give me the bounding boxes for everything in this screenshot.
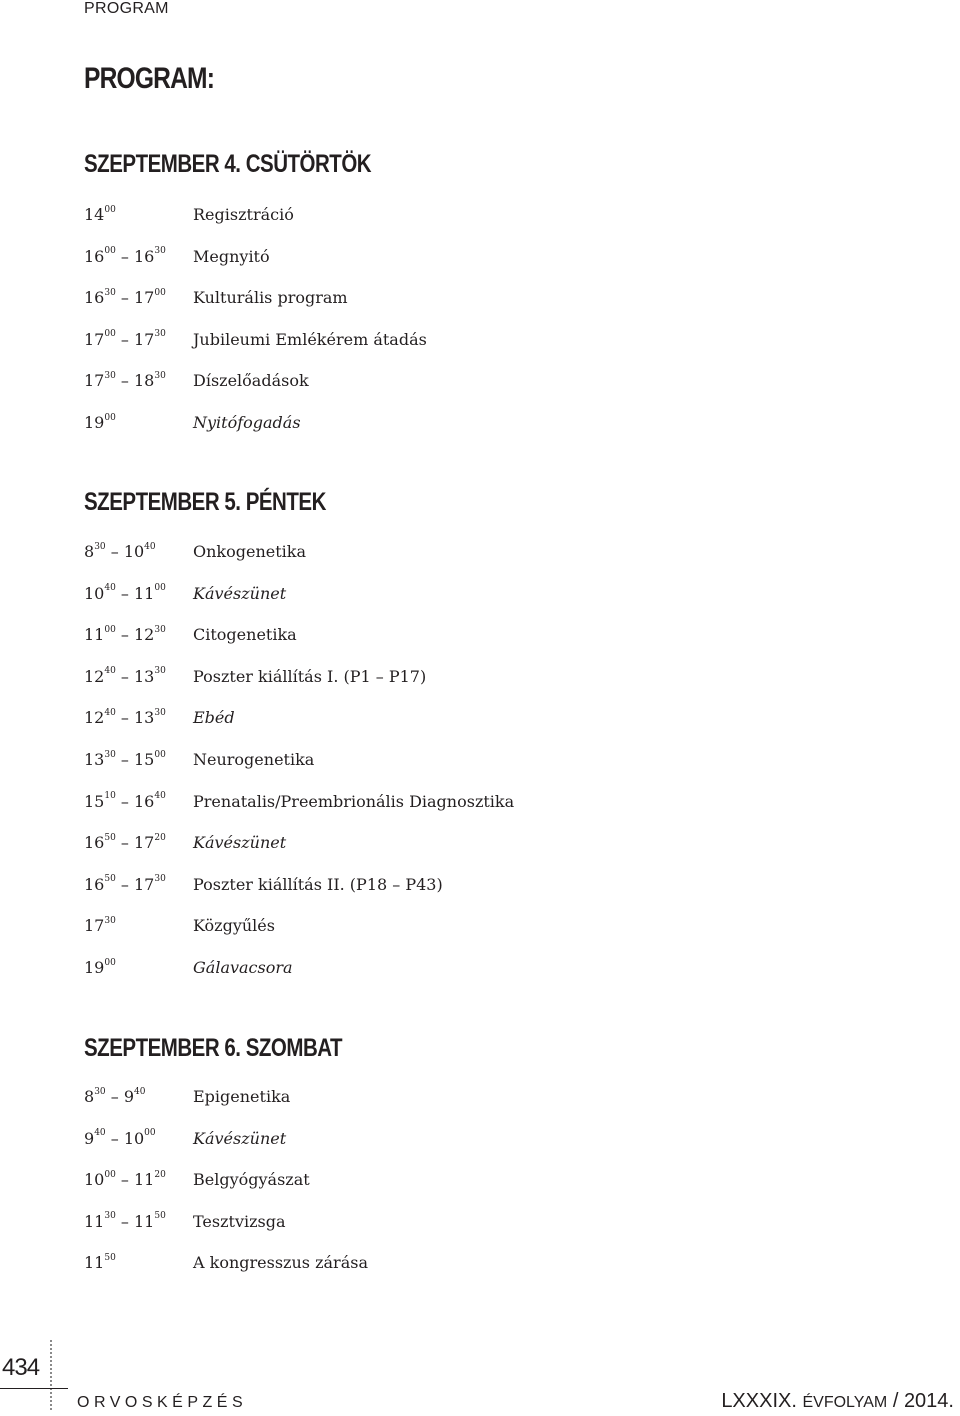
day-title: SZEPTEMBER 4. CSÜTÖRTÖK — [84, 150, 372, 178]
end-minute: 00 — [154, 287, 166, 298]
time-dash: – — [115, 1211, 134, 1231]
start-hour: 11 — [84, 1211, 105, 1231]
end-minute: 00 — [144, 1128, 156, 1139]
event-name: Kulturális program — [193, 288, 348, 308]
time-dash: – — [115, 288, 134, 308]
schedule-row — [0, 205, 700, 229]
start-hour: 16 — [84, 874, 105, 894]
time-range — [84, 1212, 184, 1231]
start-minute: 00 — [104, 246, 116, 257]
schedule-row — [0, 247, 700, 271]
start-hour: 17 — [84, 371, 105, 391]
event-name: Gálavacsora — [193, 958, 293, 977]
start-hour: 19 — [84, 413, 105, 432]
start-hour: 12 — [84, 708, 105, 728]
schedule-row — [0, 542, 700, 566]
end-hour: 12 — [133, 625, 155, 645]
start-minute: 50 — [104, 1253, 116, 1264]
end-hour: 17 — [133, 288, 155, 308]
time-dash: – — [115, 666, 134, 686]
schedule-row — [0, 371, 700, 395]
time-range — [84, 833, 184, 852]
start-minute: 30 — [104, 287, 116, 298]
start-minute: 30 — [104, 1211, 116, 1222]
end-minute: 40 — [154, 791, 166, 802]
event-name: Ebéd — [193, 708, 235, 728]
journal-name: ORVOSKÉPZÉS — [77, 1394, 248, 1411]
running-head: PROGRAM — [84, 0, 169, 17]
time-dash: – — [115, 833, 134, 853]
time-dash: – — [115, 791, 134, 811]
end-hour: 10 — [123, 542, 145, 561]
day-title: SZEPTEMBER 5. PÉNTEK — [84, 488, 326, 516]
time-range — [84, 667, 184, 686]
start-hour: 13 — [84, 750, 105, 769]
volume-info — [721, 1390, 954, 1413]
end-minute: 30 — [154, 329, 166, 340]
end-hour: 11 — [133, 1211, 155, 1231]
time-dash: – — [115, 750, 134, 769]
event-name: Poszter kiállítás I. (P1 – P17) — [193, 666, 427, 686]
time-dash: – — [115, 708, 134, 728]
time-range — [84, 916, 184, 935]
start-minute: 30 — [104, 749, 116, 760]
start-hour: 8 — [84, 542, 95, 561]
start-minute: 30 — [104, 916, 116, 927]
start-hour: 19 — [84, 958, 105, 977]
end-minute: 00 — [154, 583, 166, 594]
start-minute: 00 — [104, 204, 116, 215]
end-hour: 9 — [123, 1087, 134, 1106]
time-dash: – — [115, 371, 134, 391]
time-range — [84, 750, 184, 769]
start-hour: 10 — [84, 583, 105, 603]
start-minute: 30 — [94, 541, 106, 552]
schedule-row — [0, 958, 700, 982]
time-range — [84, 1253, 184, 1272]
end-minute: 00 — [154, 749, 166, 760]
start-minute: 40 — [104, 666, 116, 677]
end-hour: 13 — [133, 666, 155, 686]
time-dash: – — [115, 329, 134, 349]
time-range — [84, 542, 184, 561]
time-dash: – — [115, 874, 134, 894]
time-range — [84, 708, 184, 727]
end-hour: 17 — [133, 329, 155, 349]
schedule-row — [0, 875, 700, 899]
event-name: Belgyógyászat — [193, 1170, 310, 1190]
schedule-row — [0, 1087, 700, 1111]
start-hour: 12 — [84, 666, 105, 686]
event-name: Nyitófogadás — [193, 413, 301, 432]
schedule-row — [0, 1212, 700, 1236]
volume-year: 2014. — [903, 1390, 954, 1412]
event-name: Megnyitó — [193, 246, 270, 266]
schedule-row — [0, 1170, 700, 1194]
volume-separator: / — [892, 1390, 899, 1412]
start-hour: 14 — [84, 205, 105, 224]
end-minute: 30 — [154, 666, 166, 677]
start-hour: 16 — [84, 288, 105, 308]
start-hour: 8 — [84, 1087, 95, 1106]
schedule-row — [0, 1253, 700, 1277]
start-hour: 9 — [84, 1128, 95, 1148]
page-number: 434 — [2, 1354, 40, 1381]
start-hour: 17 — [84, 916, 105, 936]
start-hour: 11 — [84, 1253, 105, 1273]
time-dash: – — [115, 246, 134, 266]
page-title: PROGRAM: — [84, 62, 215, 95]
end-hour: 16 — [133, 246, 155, 266]
end-minute: 20 — [154, 832, 166, 843]
start-minute: 30 — [104, 371, 116, 382]
time-range — [84, 288, 184, 307]
event-name: Regisztráció — [193, 205, 294, 224]
start-hour: 16 — [84, 246, 105, 266]
time-range — [84, 792, 184, 811]
schedule-row — [0, 330, 700, 354]
schedule-row — [0, 584, 700, 608]
schedule-row — [0, 708, 700, 732]
time-range — [84, 247, 184, 266]
time-dash: – — [115, 583, 134, 603]
time-dash: – — [105, 1128, 124, 1148]
end-hour: 17 — [133, 833, 155, 853]
time-range — [84, 1170, 184, 1189]
start-minute: 00 — [104, 1169, 116, 1180]
end-hour: 18 — [133, 371, 155, 391]
start-minute: 10 — [104, 791, 116, 802]
end-hour: 10 — [123, 1128, 145, 1148]
end-minute: 40 — [144, 541, 156, 552]
volume-number: LXXXIX. — [721, 1390, 797, 1412]
start-minute: 50 — [104, 874, 116, 885]
end-minute: 30 — [154, 624, 166, 635]
event-name: Poszter kiállítás II. (P18 – P43) — [193, 874, 443, 894]
end-minute: 20 — [154, 1169, 166, 1180]
event-name: Onkogenetika — [193, 542, 307, 561]
schedule-row — [0, 1129, 700, 1153]
time-range — [84, 584, 184, 603]
time-range — [84, 875, 184, 894]
day-title: SZEPTEMBER 6. SZOMBAT — [84, 1034, 343, 1062]
schedule-row — [0, 792, 700, 816]
schedule-row — [0, 750, 700, 774]
start-minute: 30 — [94, 1086, 106, 1097]
end-minute: 40 — [134, 1086, 146, 1097]
start-minute: 00 — [104, 329, 116, 340]
start-minute: 00 — [104, 624, 116, 635]
time-range — [84, 371, 184, 390]
event-name: Közgyűlés — [193, 916, 275, 936]
time-dash: – — [115, 1170, 134, 1190]
event-name: Kávészünet — [193, 583, 287, 603]
schedule-row — [0, 413, 700, 437]
time-range — [84, 205, 184, 224]
event-name: A kongresszus zárása — [193, 1253, 368, 1273]
schedule-row — [0, 288, 700, 312]
event-name: Epigenetika — [193, 1087, 291, 1106]
start-minute: 50 — [104, 832, 116, 843]
time-range — [84, 958, 184, 977]
time-dash: – — [115, 625, 134, 645]
end-minute: 30 — [154, 874, 166, 885]
time-range — [84, 330, 184, 349]
time-range — [84, 625, 184, 644]
time-dash: – — [105, 1087, 124, 1106]
start-hour: 15 — [84, 791, 105, 811]
start-hour: 11 — [84, 625, 105, 645]
schedule-row — [0, 916, 700, 940]
schedule-row — [0, 625, 700, 649]
footer-divider — [0, 1388, 68, 1389]
end-minute: 30 — [154, 371, 166, 382]
start-minute: 00 — [104, 412, 116, 423]
end-hour: 16 — [133, 791, 155, 811]
event-name: Prenatalis/Preembrionális Diagnosztika — [193, 791, 515, 811]
end-hour: 17 — [133, 874, 155, 894]
end-hour: 15 — [133, 750, 155, 769]
volume-word: ÉVFOLYAM — [802, 1394, 888, 1411]
event-name: Tesztvizsga — [193, 1211, 286, 1231]
event-name: Citogenetika — [193, 625, 297, 645]
time-range — [84, 1087, 184, 1106]
start-hour: 16 — [84, 833, 105, 853]
event-name: Neurogenetika — [193, 750, 315, 769]
end-hour: 13 — [133, 708, 155, 728]
time-range — [84, 413, 184, 432]
end-minute: 30 — [154, 708, 166, 719]
end-hour: 11 — [133, 1170, 155, 1190]
event-name: Kávészünet — [193, 833, 287, 853]
event-name: Díszelőadások — [193, 371, 309, 391]
start-minute: 40 — [94, 1128, 106, 1139]
start-minute: 00 — [104, 957, 116, 968]
schedule-row — [0, 667, 700, 691]
time-dash: – — [105, 542, 124, 561]
event-name: Kávészünet — [193, 1128, 287, 1148]
start-hour: 17 — [84, 329, 105, 349]
event-name: Jubileumi Emlékérem átadás — [193, 329, 427, 349]
start-minute: 40 — [104, 708, 116, 719]
footer-dotted-rule — [50, 1340, 52, 1410]
end-minute: 30 — [154, 246, 166, 257]
start-minute: 40 — [104, 583, 116, 594]
end-minute: 50 — [154, 1211, 166, 1222]
start-hour: 10 — [84, 1170, 105, 1190]
schedule-row — [0, 833, 700, 857]
time-range — [84, 1129, 184, 1148]
end-hour: 11 — [133, 583, 155, 603]
